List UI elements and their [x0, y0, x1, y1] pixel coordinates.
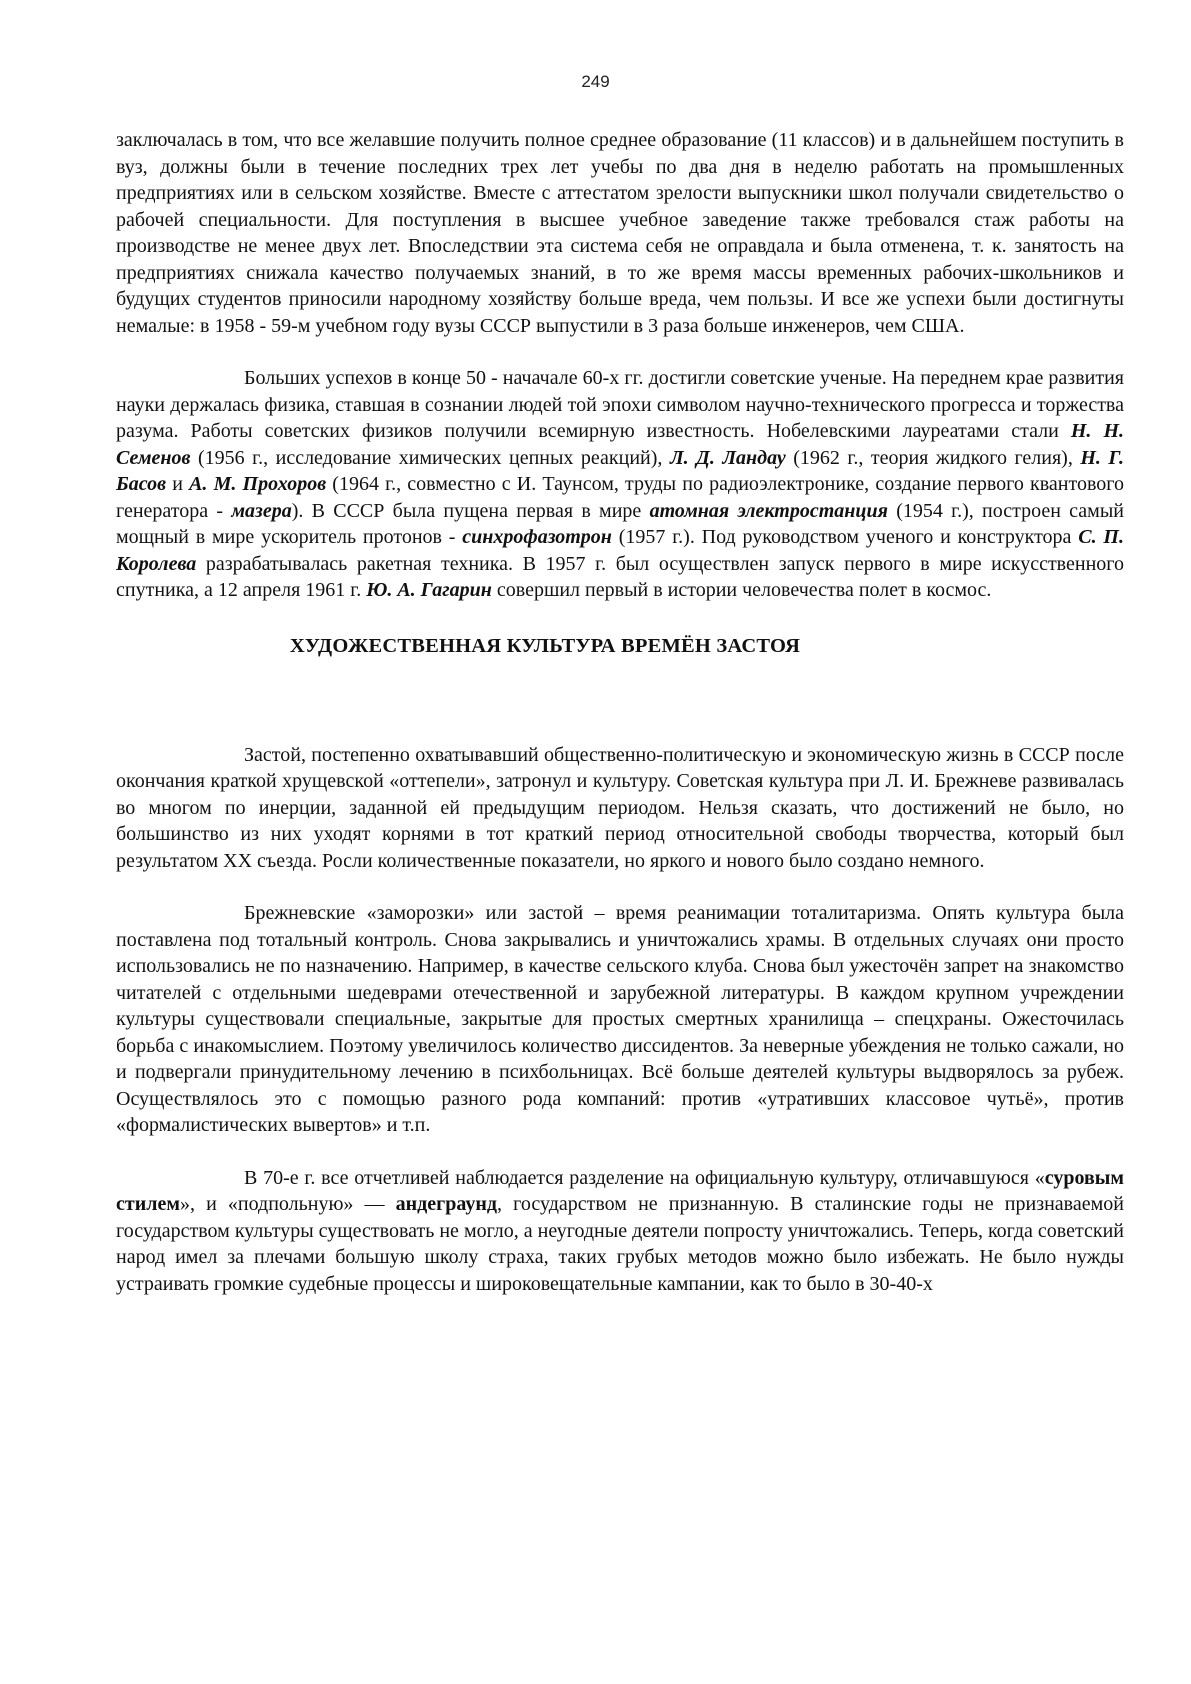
body-paragraph — [116, 742, 1124, 875]
body-paragraph — [116, 365, 1124, 604]
text-run: совершил первый в истории человечества полет в космос. — [491, 579, 992, 601]
text-run: (1954 г.), построен самый мощный в мире ускоритель протонов - — [116, 499, 1124, 548]
body-paragraph — [116, 900, 1124, 1139]
emphasized-name: синхрофазотрон — [462, 526, 612, 548]
spacer — [116, 660, 1124, 742]
spacer — [116, 339, 1124, 365]
emphasized-name: мазера — [231, 499, 292, 522]
text-run: , государством не признанную. В сталинские годы не признаваемой государством культуры существовать не могло, а неугодные деятели попросту уничтожались. Теперь, когда советский народ имел за плечами большую школу страха, таких грубых методов можно было избежать. Не было нужды устраивать громкие судебные процессы и широковещательные кампании, как то было в 30-40-х — [116, 1193, 1124, 1295]
emphasized-name: Н. Н. Семенов — [116, 420, 1124, 469]
emphasized-name: Л. Д. Ландау — [669, 446, 786, 469]
spacer — [116, 604, 1124, 632]
spacer — [116, 874, 1124, 900]
paragraphs-before-heading — [116, 127, 1124, 604]
page-number: 249 — [581, 72, 610, 91]
body-paragraph — [116, 1165, 1124, 1298]
text-run: (1964 г., совместно с И. Таунсом, труды по радиоэлектронике, создание первого квантового генератора - — [116, 473, 1124, 522]
text-run: Брежневские «заморозки» или застой – время реанимации тоталитаризма. Опять культура была поставлена под тотальный контроль. Снова закрывались и уничтожались храмы. В отдельных случаях они просто использовались не по назначению. Например, в качестве сельского клуба. Снова был ужесточён запрет на знакомство читателей с отдельными шедеврами отечественной и зарубежной литературы. В каждом крупном учреждении культуры существовали специальные, закрытые для простых смертных хранилища – спецхраны. Ожесточилась борьба с инакомыслием. Поэтому увеличилось количество диссидентов. За неверные убеждения не только сажали, но и подвергали принудительному лечению в психбольницах. Всё больше деятелей культуры выдворялось за рубеж. Осуществлялось это с помощью разного рода компаний: против «утративших классовое чутьё», против «формалистических вывертов» и т.п. — [116, 902, 1124, 1136]
bold-term: суровым стилем — [116, 1166, 1124, 1215]
text-run: заключалась в том, что все желавшие получить полное среднее образование (11 классов) и в дальнейшем поступить в вуз, должны были в течение последних трех лет учебы по два дня в неделю работать на промышленных предприятиях или в сельском хозяйстве. Вместе с аттестатом зрелости выпускники школ получали свидетельство о рабочей специальности. Для поступления в высшее учебное заведение также требовался стаж работы на производстве не менее двух лет. Впоследствии эта система себя не оправдала и была отменена, т. к. занятость на предприятиях снижала качество получаемых знаний, в то же время массы временных рабочих-школьников и будущих студентов приносили народному хозяйству больше вреда, чем пользы. И все же успехи были достигнуты немалые: в 1958 - 59-м учебном году вузы СССР выпустили в 3 раза больше инженеров, чем США. — [116, 129, 1124, 337]
emphasized-name: атомная электростанция — [649, 499, 888, 522]
text-run: », и «подпольную» — — [179, 1193, 396, 1215]
text-run: (1956 г., исследование химических цепных реакций), — [190, 446, 670, 469]
text-run: (1957 г.). Под руководством ученого и конструктора — [611, 526, 1079, 548]
body-paragraph — [116, 127, 1124, 339]
text-run: (1962 г., теория жидкого гелия), — [785, 446, 1081, 469]
text-run: разрабатывалась ракетная техника. В 1957 г. был осуществлен запуск первого в мире искусственного спутника, а 12 апреля 1961 г. — [116, 552, 1124, 601]
text-run: ). В СССР была пущена первая в мире — [291, 499, 650, 522]
paragraphs-after-heading — [116, 742, 1124, 1298]
text-run: Застой, постепенно охватывавший общественно-политическую и экономическую жизнь в СССР после окончания краткой хрущевской «оттепели», затронул и культуру. Советская культура при Л. И. Брежневе развивалась во многом по инерции, заданной ей предыдущим периодом. Нельзя сказать, что достижений не было, но большинство из них уходят корнями в тот краткий период относительной свободы творчества, который был результатом XX съезда. Росли количественные показатели, но яркого и нового было создано немного. — [116, 743, 1124, 872]
page-body — [116, 127, 1124, 1297]
text-run: В 70-е г. все отчетливей наблюдается разделение на официальную культуру, отличавшуюся « — [244, 1166, 1045, 1189]
text-run: Больших успехов в конце 50 - начачале 60-х гг. достигли советские ученые. На переднем крае развития науки держалась физика, ставшая в сознании людей той эпохи символом научно-технического прогресса и торжества разума. Работы советских физиков получили всемирную известность. Нобелевскими лауреатами стали — [116, 367, 1124, 442]
text-run: и — [166, 473, 190, 495]
section-heading: ХУДОЖЕСТВЕННАЯ КУЛЬТУРА ВРЕМЁН ЗАСТОЯ — [289, 634, 801, 657]
emphasized-name: Н. Г. Басов — [116, 446, 1125, 495]
emphasized-name: Ю. А. Гагарин — [366, 579, 492, 601]
spacer — [116, 1139, 1124, 1165]
bold-term: андеграунд — [395, 1193, 498, 1215]
emphasized-name: А. М. Прохоров — [189, 473, 327, 495]
emphasized-name: С. П. Королева — [116, 526, 1124, 575]
